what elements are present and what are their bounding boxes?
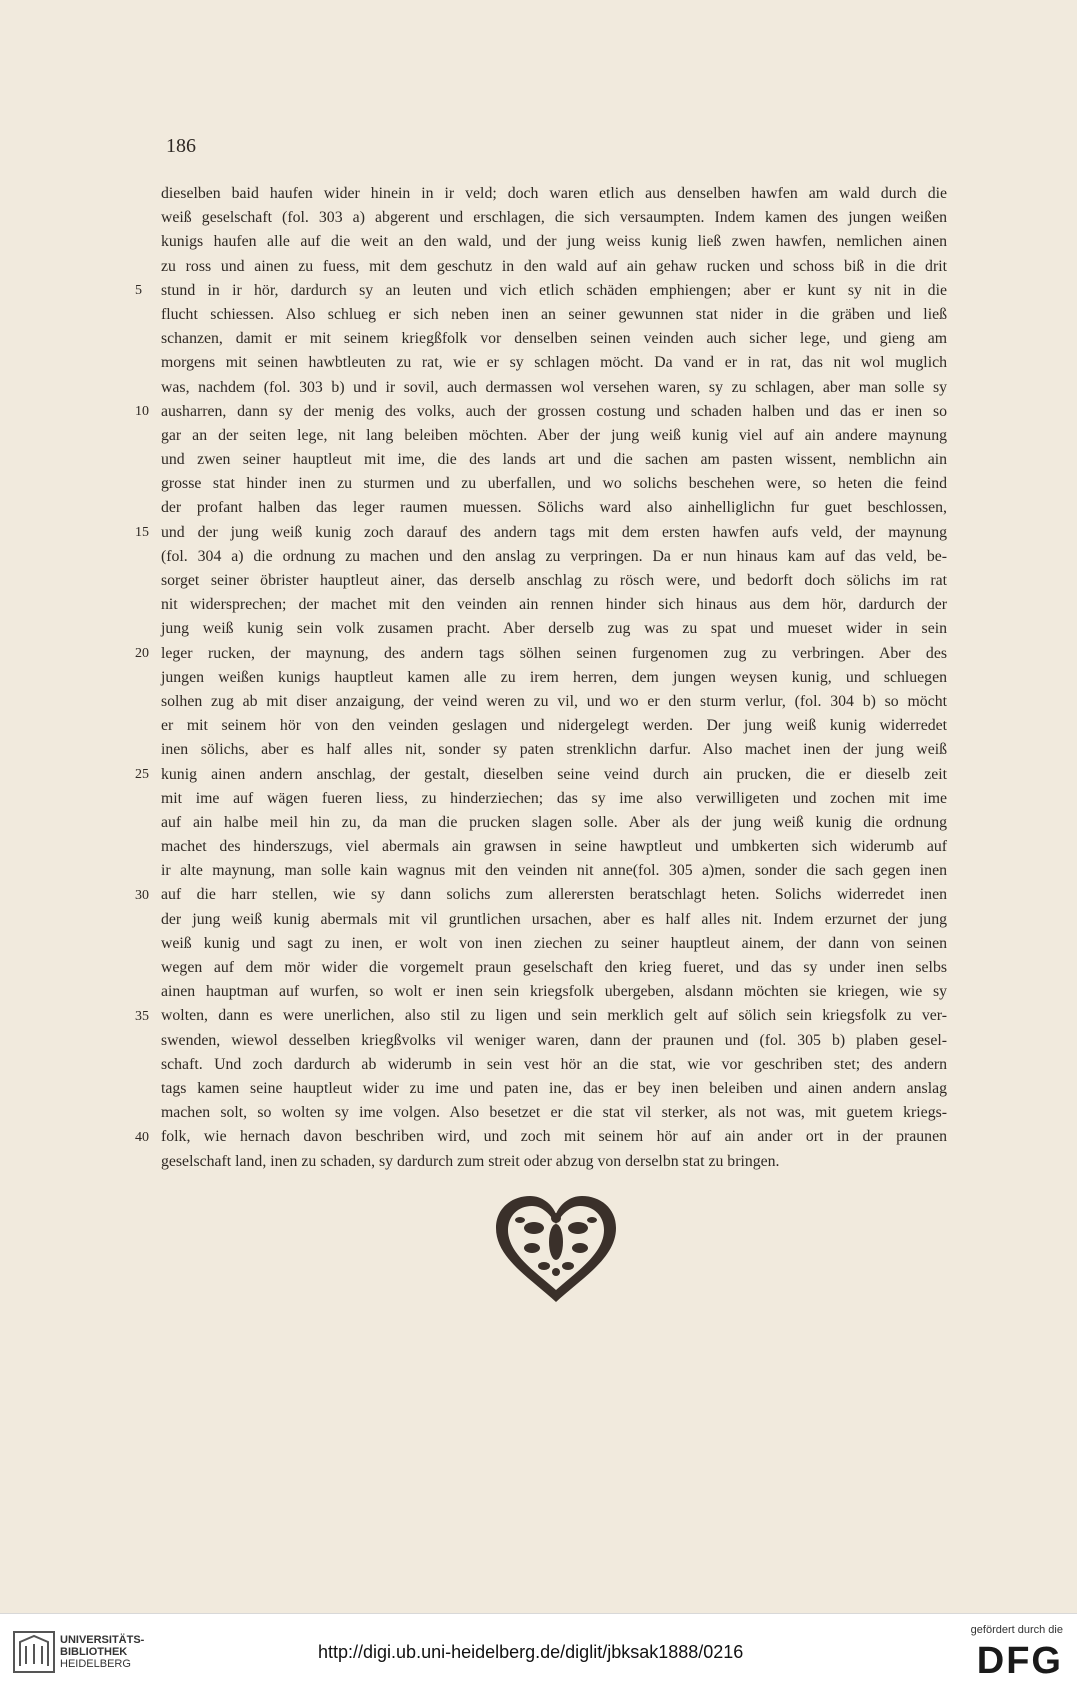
text-line: schaft. Und zoch dardurch ab widerumb in sein vest hör an die stat, wie vor geschriben stet; des andern [161, 1055, 947, 1073]
text-line: machet des hinderszugs, viel abermals ain grawsen in seine hawptleut und umbkerten sich widerumb auf [161, 838, 947, 856]
text-line: inen sölichs, aber es half alles nit, sonder sy paten strenklichn darfur. Also machet inen der jung weiß [161, 741, 947, 759]
text-line: kunig ainen andern anschlag, der gestalt, dieselben seine veind durch ain prucken, die er dieselb zeit [161, 765, 947, 783]
text-line: flucht schiessen. Also schlueg er sich neben inen an seiner gewunnen stat nider in die gräben und ließ [161, 305, 947, 323]
line-number: 30 [135, 887, 149, 903]
line-number: 20 [135, 645, 149, 661]
text-line: geselschaft land, inen zu schaden, sy dardurch zum streit oder abzug von derselbn stat zu bringen. [161, 1152, 780, 1170]
line-number: 25 [135, 766, 149, 782]
text-line: machen solt, so wolten sy ime volgen. Also besetzet er die stat vil sterker, als not was, mit guetem kriegs- [161, 1104, 947, 1122]
text-line: und der jung weiß kunig zoch darauf des andern tags mit dem ersten hawfen aufs veld, der maynung [161, 523, 947, 541]
university-library-logo-icon [12, 1628, 56, 1676]
text-line: weiß geselschaft (fol. 303 a) abgerent und erschlagen, die sich versaumpten. Indem kamen des jungen weißen [161, 209, 947, 227]
page-number: 186 [166, 135, 196, 157]
text-line: dieselben baid haufen wider hinein in ir veld; doch waren etlich aus denselben hawfen am wald durch die [161, 185, 947, 202]
library-name-line: HEIDELBERG [60, 1658, 131, 1670]
text-line: wegen auf dem mör wider die vorgemelt praun geselschaft den krieg fueret, und das sy under inen selbs [161, 959, 947, 976]
text-line: kunigs haufen alle auf die weit an den wald, und der jung weiss kunig ließ zwen hawfen, nemlichen ainen [161, 233, 947, 251]
text-line: mit ime auf wägen fueren liess, zu hinderziechen; das sy ime also verwilligeten und zochen mit ime [161, 789, 947, 807]
text-line: jung weiß kunig sein volk zusamen pracht. Aber derselb zug was zu spat und mueset wider in sein [161, 620, 947, 638]
text-line: auf die harr stellen, wie sy dann solichs zum allerersten beratschlagt heten. Solichs widerredet inen [161, 886, 947, 904]
heart-ornament-icon [490, 1192, 622, 1304]
text-line: ausharren, dann sy der menig des volks, auch der grossen costung und schaden halben und das er inen so [161, 402, 947, 420]
library-name-line: UNIVERSITÄTS- [60, 1634, 145, 1646]
text-line: jungen weißen kunigs hauptleut kamen alle zu irem herren, dem jungen weysen kunig, und schluegen [161, 668, 947, 686]
text-line: der profant halben das leger raumen muessen. Sölichs ward also ainhelliglichn fur guet beschlossen, [161, 499, 947, 517]
text-line: ainen hauptman auf wurfen, so wolt er inen sein kriegsfolk ubergeben, alsdann möchten sie kriegen, wie sy [161, 983, 947, 1001]
text-line: ir alte maynung, man solle kain wagnus mit den veinden nit anne(fol. 305 a)men, sonder die sach gegen inen [161, 862, 947, 880]
text-line: stund in ir hör, dardurch sy an leuten und vich etlich schäden emphiengen; aber er kunt sy nit in die [161, 281, 947, 299]
line-number: 35 [135, 1008, 149, 1024]
text-line: und zwen seiner hauptleut mit ime, die des lands art und die sachen am pasten wissent, nemblichn ain [161, 451, 947, 469]
text-line: weiß kunig und sagt zu inen, er wolt von inen ziechen zu seiner hauptleut ainem, der dann von seinen [161, 934, 947, 952]
library-name [60, 1634, 144, 1670]
text-line: solhen zug ab mit diser anzaigung, der veind weren zu vil, und wo er den sturm verlur, (fol. 304 b) so möcht [161, 692, 947, 710]
text-line: schanzen, damit er mit seinem kriegßfolk vor denselben seinen veinden auch sicher lege, und gieng am [161, 330, 947, 348]
library-name-line: BIBLIOTHEK [60, 1646, 128, 1658]
line-number: 5 [135, 282, 142, 298]
permalink-url[interactable]: http://digi.ub.uni-heidelberg.de/diglit/jbksak1888/0216 [318, 1642, 744, 1662]
text-line: der jung weiß kunig abermals mit vil gruntlichen ursachen, aber es half alles nit. Indem erzurnet der jung [161, 910, 947, 928]
text-line: was, nachdem (fol. 303 b) und ir sovil, auch dermassen wol versehen waren, sy zu schlagen, aber man solle sy [161, 378, 947, 396]
text-line: folk, wie hernach davon beschriben wird, und zoch mit seinem hör auf ain ander ort in der praunen [161, 1128, 947, 1146]
text-line: sorget seiner öbrister hauptleut ainer, das derselb anschlag zu rösch were, und bedorft doch sölichs im rat [161, 572, 947, 589]
line-number: 15 [135, 524, 149, 540]
text-line: zu ross und ainen zu fuess, mit dem geschutz in den wald auf ain gehaw rucken und schoss biß in die drit [161, 257, 947, 275]
text-line: er mit seinem hör von den veinden geslagen und nidergelegt werden. Der jung weiß kunig widerredet [161, 717, 947, 735]
text-line: leger rucken, der maynung, des andern tags sölhen seinen furgenomen zug zu verbringen. Aber des [161, 644, 947, 662]
line-number: 10 [135, 403, 149, 419]
text-line: tags kamen seine hauptleut wider zu ime und paten ine, das er bey inen beleiben und ainen andern anslag [161, 1079, 947, 1097]
funding-note: gefördert durch die [970, 1624, 1063, 1636]
text-line: nit widersprechen; der machet mit den veinden ain rennen hinder sich hinaus aus dem hör, dardurch der [161, 596, 947, 614]
text-line: (fol. 304 a) die ordnung zu machen und den anslag zu verpringen. Da er nun hinaus kam auf das veld, be- [161, 547, 947, 565]
dfg-logo: DFG [976, 1640, 1063, 1682]
footer-bar [0, 1613, 1077, 1688]
text-line: wolten, dann es were unerlichen, also stil zu ligen und sein merklich gelt auf sölich sein kriegsfolk zu ver- [161, 1007, 947, 1025]
text-line: auf ain halbe meil hin zu, da man die prucken slagen solle. Aber als der jung weiß kunig die ordnung [161, 813, 947, 831]
text-line: swenden, wiewol desselben kriegßvolks vil weniger waren, dann der praunen und (fol. 305 b) plaben gesel- [161, 1031, 947, 1049]
text-line: grosse stat hinder inen zu sturmen und zu uberfallen, und wo solichs beschehen were, so heten die feind [161, 475, 947, 493]
text-line: gar an der seiten lege, nit lang beleiben möchten. Aber der jung weiß kunig viel auf ain andere maynung [161, 426, 947, 444]
line-number: 40 [135, 1129, 149, 1145]
body-text [161, 182, 947, 1174]
text-line: morgens mit seinen hawbtleuten zu rat, wie er sy schlagen möcht. Da vand er in rat, das nit wol muglich [161, 354, 947, 372]
